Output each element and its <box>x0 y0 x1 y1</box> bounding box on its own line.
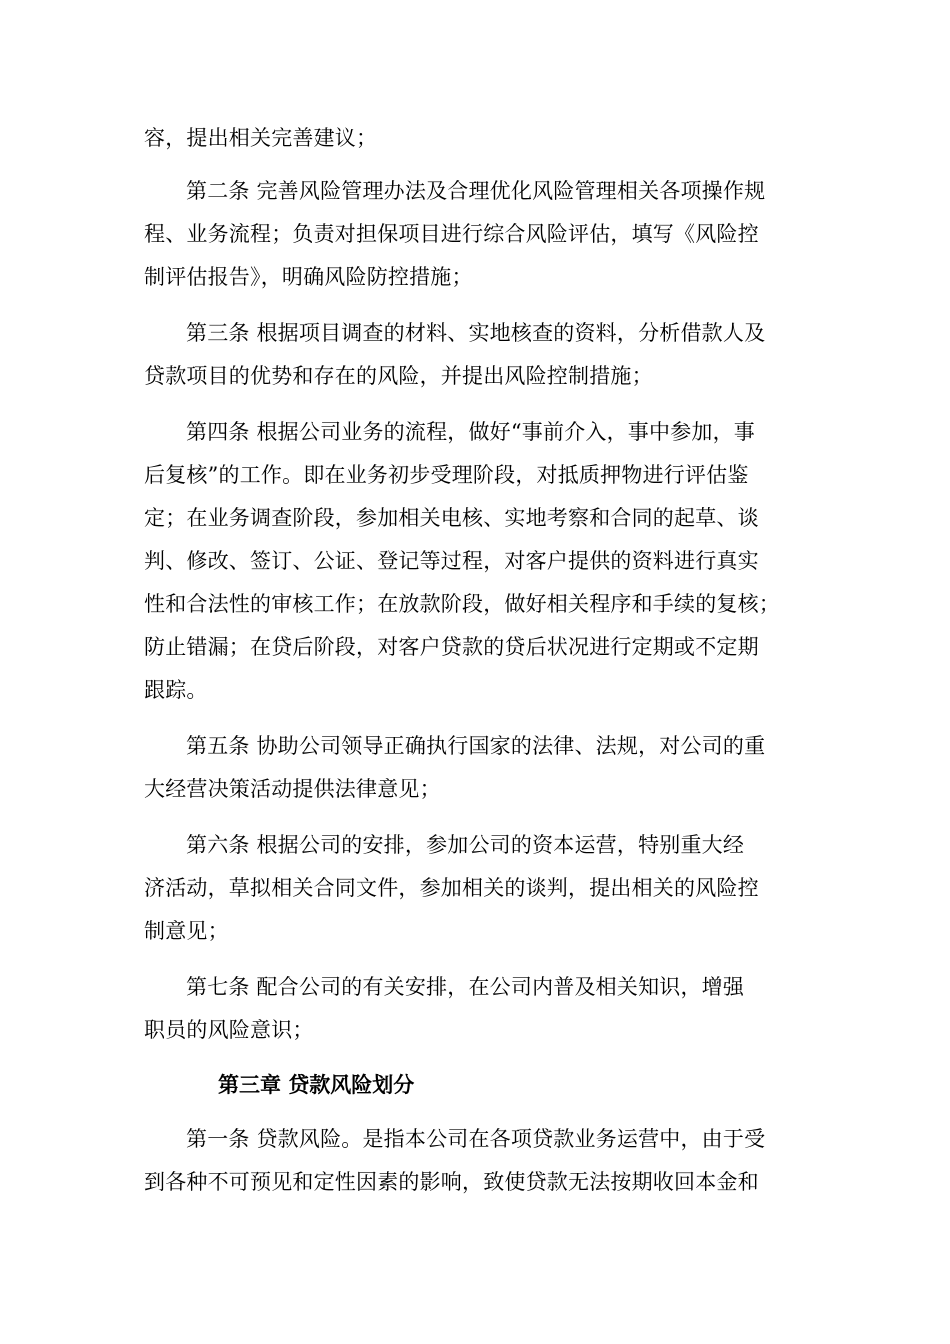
text-line: 贷款项目的优势和存在的风险，并提出风险控制措施； <box>144 364 653 388</box>
text-line: 程、业务流程；负责对担保项目进行综合风险评估，填写《风险控 <box>144 222 759 246</box>
article-5-line: 第五条 协助公司领导正确执行国家的法律、法规，对公司的重 <box>186 734 766 758</box>
chapter-heading: 第三章 贷款风险划分 <box>218 1073 415 1097</box>
text-line: 后复核”的工作。即在业务初步受理阶段，对抵质押物进行评估鉴 <box>144 463 749 487</box>
text-line: 大经营决策活动提供法律意见； <box>144 777 441 801</box>
text-line: 跟踪。 <box>144 678 208 702</box>
article-2-line: 第二条 完善风险管理办法及合理优化风险管理相关各项操作规 <box>186 179 766 203</box>
article-7-line: 第七条 配合公司的有关安排，在公司内普及相关知识，增强 <box>186 975 745 999</box>
article-6-line: 第六条 根据公司的安排，参加公司的资本运营，特别重大经 <box>186 833 745 857</box>
text-line: 性和合法性的审核工作；在放款阶段，做好相关程序和手续的复核； <box>144 592 780 616</box>
text-line: 到各种不可预见和定性因素的影响，致使贷款无法按期收回本金和 <box>144 1170 759 1194</box>
article-3-line: 第三条 根据项目调查的材料、实地核查的资料，分析借款人及 <box>186 321 766 345</box>
text-line: 容，提出相关完善建议； <box>144 126 378 150</box>
text-line: 定；在业务调查阶段，参加相关电核、实地考察和合同的起草、谈 <box>144 506 759 530</box>
text-line: 济活动，草拟相关合同文件，参加相关的谈判，提出相关的风险控 <box>144 876 759 900</box>
text-line: 职员的风险意识； <box>144 1018 314 1042</box>
article-1-line: 第一条 贷款风险。是指本公司在各项贷款业务运营中，由于受 <box>186 1127 766 1151</box>
article-4-line: 第四条 根据公司业务的流程，做好“事前介入，事中参加，事 <box>186 420 756 444</box>
text-line: 制意见； <box>144 919 229 943</box>
text-line: 判、修改、签订、公证、登记等过程，对客户提供的资料进行真实 <box>144 549 759 573</box>
text-line: 防止错漏；在贷后阶段，对客户贷款的贷后状况进行定期或不定期 <box>144 635 759 659</box>
text-line: 制评估报告》，明确风险防控措施； <box>144 265 473 289</box>
